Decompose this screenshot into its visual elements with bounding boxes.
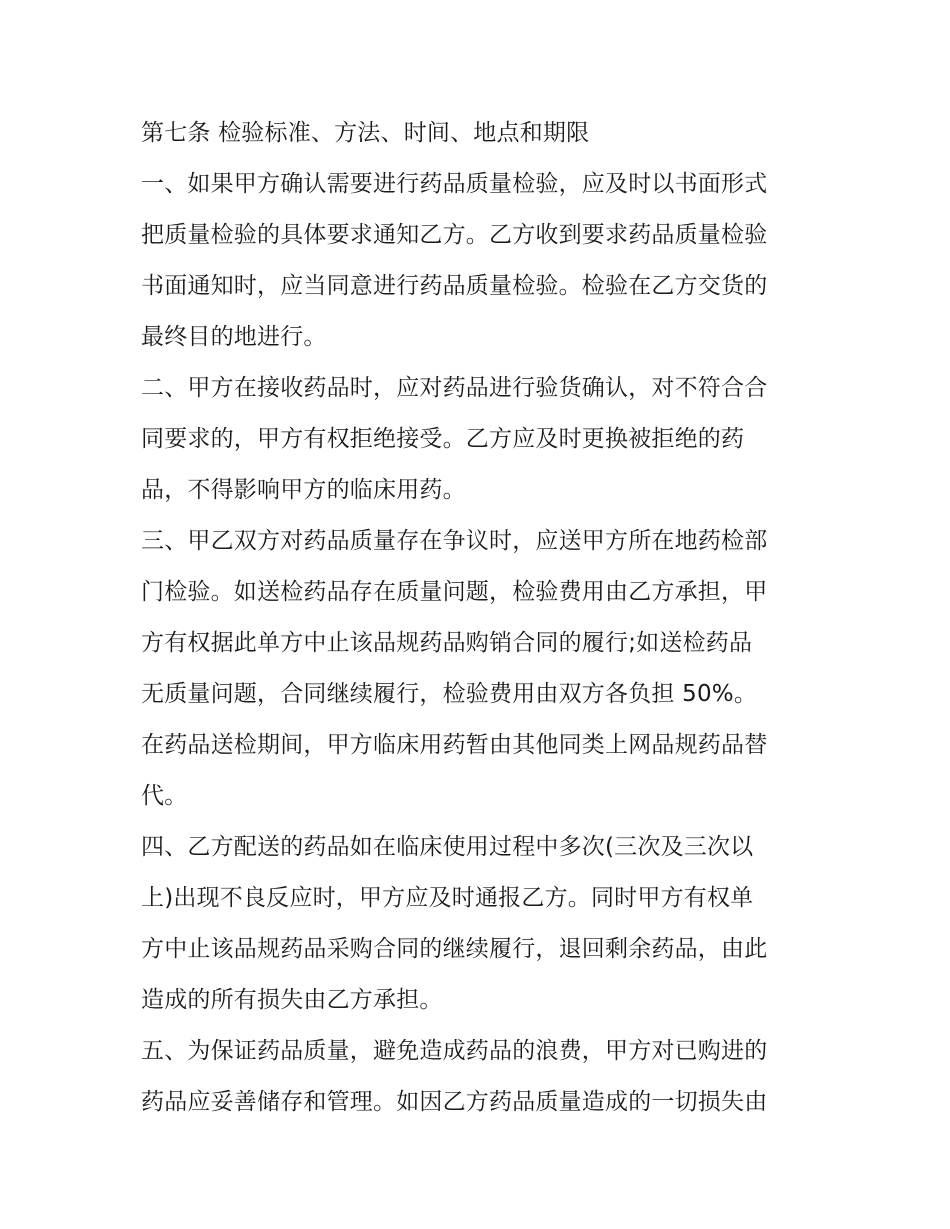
text-line: 二、甲方在接收药品时，应对药品进行验货确认，对不符合合 <box>141 375 768 401</box>
text-line: 方中止该品规药品采购合同的继续履行，退回剩余药品，由此 <box>141 936 768 962</box>
text-line: 把质量检验的具体要求通知乙方。乙方收到要求药品质量检验 <box>141 222 768 248</box>
text-line: 书面通知时，应当同意进行药品质量检验。检验在乙方交货的 <box>141 273 768 299</box>
text-line: 五、为保证药品质量，避免造成药品的浪费，甲方对已购进的 <box>141 1038 768 1064</box>
text-line: 三、甲乙双方对药品质量存在争议时，应送甲方所在地药检部 <box>141 528 768 554</box>
text-line: 最终目的地进行。 <box>141 324 327 350</box>
text-line: 四、乙方配送的药品如在临床使用过程中多次(三次及三次以 <box>141 834 754 860</box>
text-line: 无质量问题，合同继续履行，检验费用由双方各负担 50%。 <box>141 681 758 707</box>
text-line: 药品应妥善储存和管理。如因乙方药品质量造成的一切损失由 <box>141 1089 768 1115</box>
article-heading: 第七条 检验标准、方法、时间、地点和期限 <box>141 120 590 146</box>
text-line: 在药品送检期间，甲方临床用药暂由其他同类上网品规药品替 <box>141 732 768 758</box>
text-line: 品，不得影响甲方的临床用药。 <box>141 477 466 503</box>
text-line: 门检验。如送检药品存在质量问题，检验费用由乙方承担，甲 <box>141 579 768 605</box>
text-line: 一、如果甲方确认需要进行药品质量检验，应及时以书面形式 <box>141 171 768 197</box>
document-body <box>141 108 813 1128</box>
text-line: 上)出现不良反应时，甲方应及时通报乙方。同时甲方有权单 <box>141 885 754 911</box>
text-line: 代。 <box>141 783 188 809</box>
text-line: 同要求的，甲方有权拒绝接受。乙方应及时更换被拒绝的药 <box>141 426 745 452</box>
text-line: 方有权据此单方中止该品规药品购销合同的履行;如送检药品 <box>141 630 753 656</box>
text-line: 造成的所有损失由乙方承担。 <box>141 987 443 1013</box>
